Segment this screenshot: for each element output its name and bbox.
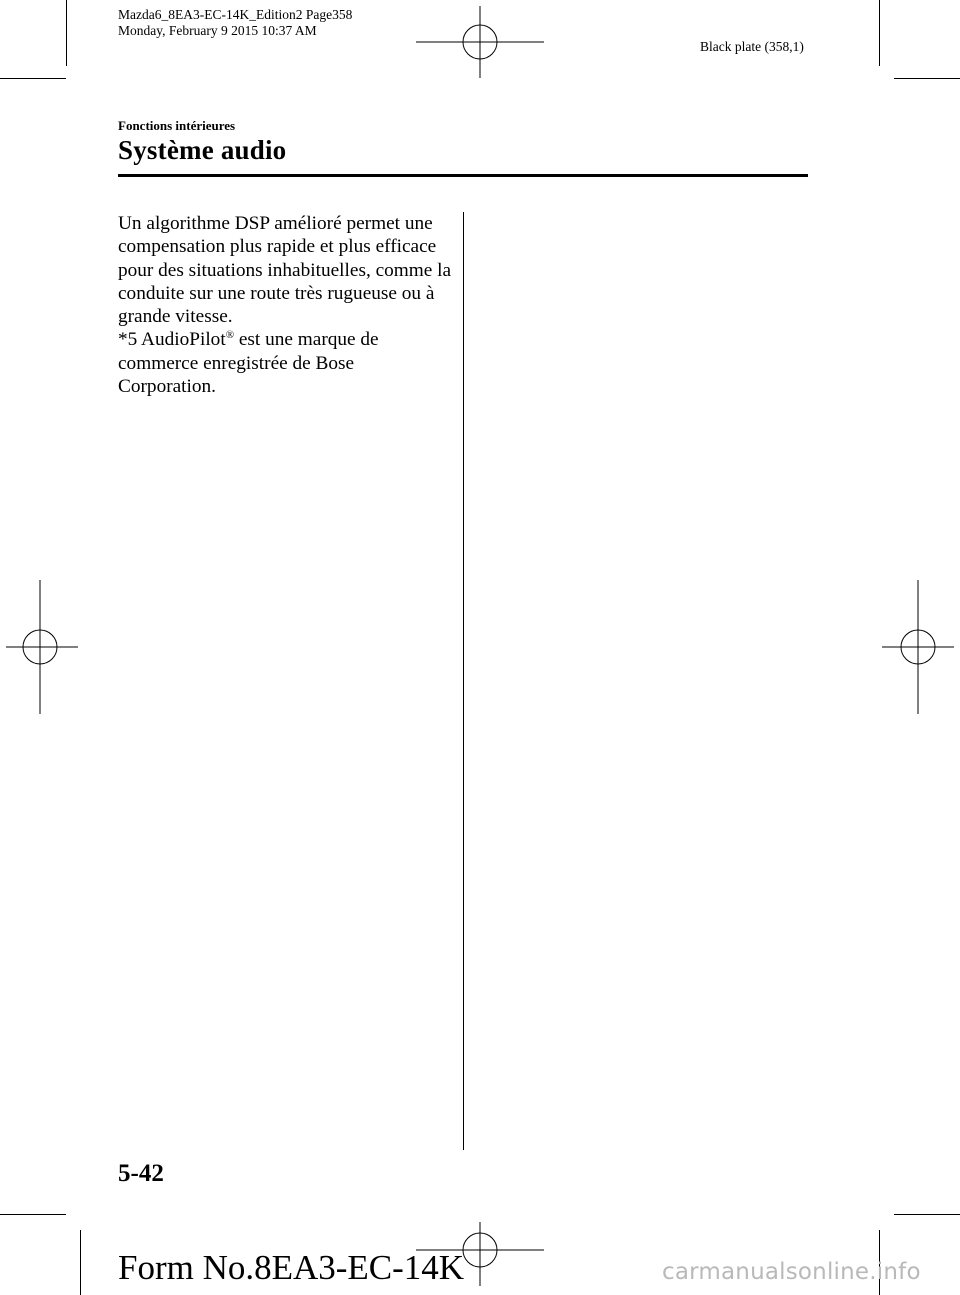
- crop-mark: [879, 0, 880, 66]
- registered-mark: ®: [225, 329, 235, 342]
- section-label: Fonctions intérieures: [118, 118, 236, 133]
- crop-mark: [894, 78, 960, 79]
- page-number: 5-42: [118, 1160, 164, 1187]
- watermark: carmanualsonline.info: [662, 1259, 921, 1285]
- title-rule: [118, 174, 808, 177]
- file-info-line: Mazda6_8EA3-EC-14K_Edition2 Page358: [118, 7, 353, 22]
- date-line: Monday, February 9 2015 10:37 AM: [118, 23, 317, 38]
- body-paragraph: Un algorithme DSP amélioré permet une compensation plus rapide et plus efficace pour des situations inhabituelles, comme la conduite sur une route très rugueuse ou à grande vitesse.: [118, 213, 452, 328]
- registration-mark-icon: [882, 580, 954, 714]
- crop-mark: [894, 1214, 960, 1215]
- trademark-note: [118, 328, 453, 398]
- crop-mark: [0, 1214, 66, 1215]
- crop-mark: [0, 78, 66, 79]
- page-title: Système audio: [118, 135, 287, 165]
- crop-mark: [80, 1230, 81, 1295]
- crop-mark: [66, 0, 67, 66]
- plate-label: Black plate (358,1): [700, 39, 804, 54]
- registration-mark-icon: [6, 580, 78, 714]
- form-number: Form No.8EA3-EC-14K: [118, 1248, 465, 1287]
- note-rest: est une marque de commerce enregistrée de Bose Corporation.: [118, 329, 379, 398]
- note-prefix: *5 AudioPilot: [118, 329, 226, 351]
- body-text: [118, 212, 453, 398]
- column-divider: [463, 212, 464, 1150]
- registration-mark-icon: [416, 6, 544, 78]
